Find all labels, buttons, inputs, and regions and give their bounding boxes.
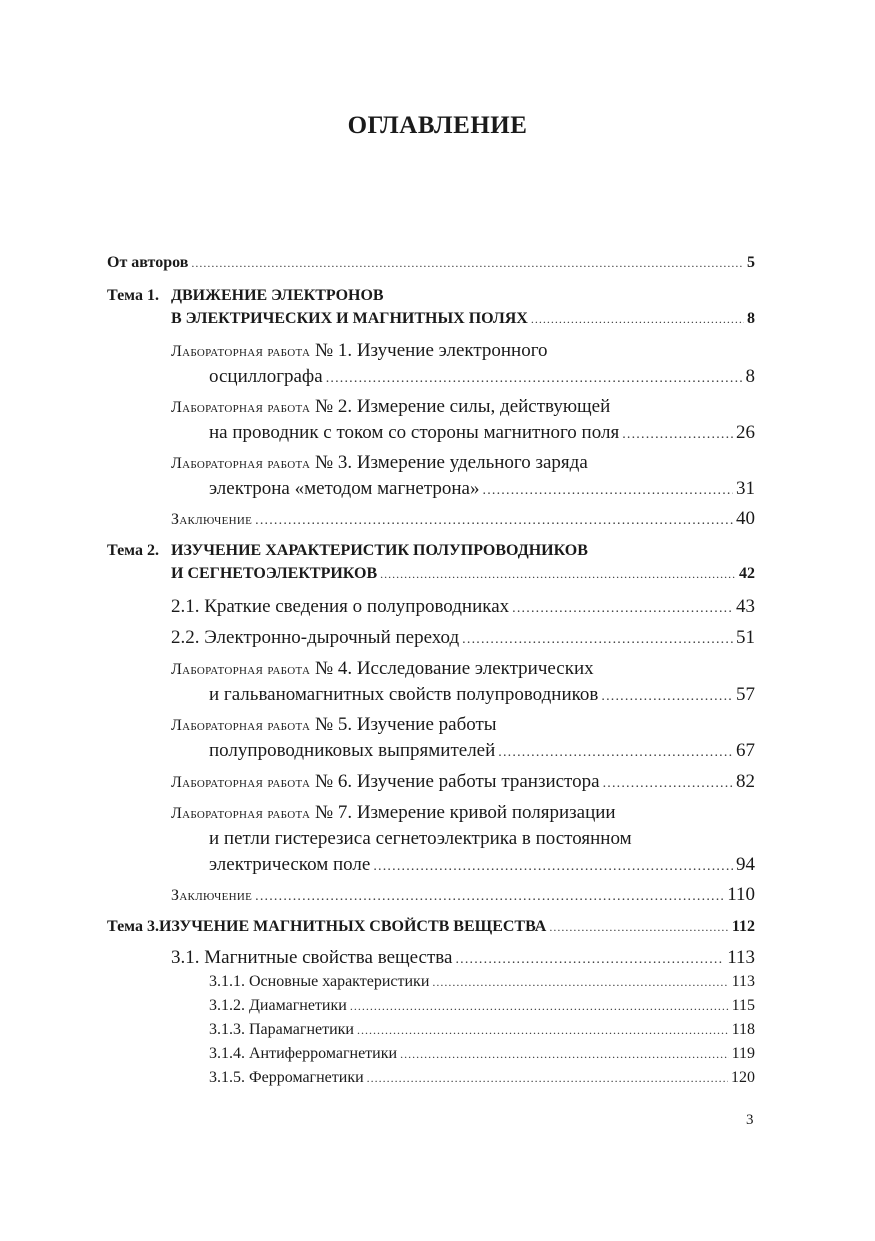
toc-entry-title-cont: И СЕГНЕТОЭЛЕКТРИКОВ <box>171 565 378 582</box>
toc-entry-from-authors[interactable] <box>107 254 755 280</box>
toc-entry-section-2-2[interactable] <box>171 627 755 653</box>
toc-entry-page: 113 <box>731 973 755 990</box>
lab-prefix: Лабораторная работа <box>171 343 311 360</box>
dot-leader <box>326 366 743 388</box>
toc-entry-section-3-1-1[interactable] <box>209 973 755 997</box>
toc-entry-section-3-1-2[interactable] <box>209 997 755 1021</box>
toc-entry-title: № 6. Изучение работы транзистора <box>314 771 600 792</box>
toc-entry-section-2-1[interactable] <box>171 596 755 622</box>
toc-entry-page: 112 <box>731 918 755 935</box>
lab-prefix: Лабораторная работа <box>171 661 311 678</box>
toc-entry-section-3-1-3[interactable] <box>209 1021 755 1045</box>
toc-entry-title-cont: электрона «методом магнетрона» <box>209 478 480 499</box>
toc-entry-conclusion-2[interactable] <box>171 884 755 910</box>
toc-entry-page: 82 <box>736 771 755 792</box>
toc-entry-lab-6[interactable] <box>171 771 755 797</box>
toc-entry-page: 8 <box>745 366 755 387</box>
toc-entry-title: № 4. Исследование электрических <box>314 658 594 679</box>
dot-leader <box>455 947 724 969</box>
toc-entry-continuation <box>209 478 755 504</box>
toc-entry-page: 42 <box>739 565 755 582</box>
page-number: 3 <box>746 1112 754 1128</box>
toc-entry-title: 2.2. Электронно-дырочный переход <box>171 627 460 648</box>
toc-entry-lab-7[interactable] <box>171 802 755 828</box>
toc-entry-section-3-1[interactable] <box>171 947 755 973</box>
toc-entry-title: 3.1.5. Ферромагнетики <box>209 1069 364 1086</box>
dot-leader <box>549 918 729 936</box>
dot-leader <box>255 508 733 530</box>
toc-entry-page: 120 <box>731 1069 755 1086</box>
toc-entry-continuation <box>209 740 755 766</box>
toc-entry-title: № 3. Измерение удельного заряда <box>314 452 588 473</box>
toc-entry-title-cont: полупроводниковых выпрямителей <box>209 740 496 761</box>
toc-entry-page: 43 <box>736 596 755 617</box>
toc-entry-lab-3[interactable] <box>171 452 755 478</box>
lab-prefix: Лабораторная работа <box>171 774 311 791</box>
toc-entry-continuation <box>209 422 755 448</box>
toc-entry-section-3-1-4[interactable] <box>209 1045 755 1069</box>
conclusion-label: Заключение <box>171 511 253 528</box>
toc-entry-page: 67 <box>736 740 755 761</box>
toc-entry-title: ДВИЖЕНИЕ ЭЛЕКТРОНОВ <box>171 287 384 304</box>
dot-leader <box>255 884 724 906</box>
toc-entry-page: 119 <box>731 1045 755 1062</box>
lab-prefix: Лабораторная работа <box>171 399 311 416</box>
dot-leader <box>367 1069 728 1087</box>
toc-entry-continuation <box>209 684 755 710</box>
toc-entry-lab-1[interactable] <box>171 340 755 366</box>
lab-prefix: Лабораторная работа <box>171 717 311 734</box>
dot-leader <box>483 478 734 500</box>
toc-entry-continuation <box>209 828 755 854</box>
toc-entry-title: 2.1. Краткие сведения о полупроводниках <box>171 596 510 617</box>
toc-entry-topic-3[interactable] <box>107 918 755 944</box>
toc-entry-continuation <box>171 565 755 591</box>
toc-entry-page: 31 <box>736 478 755 499</box>
toc-entry-page: 94 <box>736 854 755 875</box>
toc-entry-title: ИЗУЧЕНИЕ ХАРАКТЕРИСТИК ПОЛУПРОВОДНИКОВ <box>171 542 588 559</box>
toc-entry-title: 3.1.3. Парамагнетики <box>209 1021 354 1038</box>
toc-entry-title-cont: осциллографа <box>209 366 323 387</box>
toc-entry-page: 118 <box>731 1021 755 1038</box>
toc-entry-page: 40 <box>736 508 755 529</box>
dot-leader <box>380 565 736 583</box>
dot-leader <box>531 310 744 328</box>
dot-leader <box>373 854 733 876</box>
dot-leader <box>400 1045 729 1063</box>
dot-leader <box>512 596 733 618</box>
toc-entry-lab-5[interactable] <box>171 714 755 740</box>
toc-entry-page: 115 <box>731 997 755 1014</box>
toc-entry-continuation <box>209 366 755 392</box>
toc-entry-title-cont: электрическом поле <box>209 854 371 875</box>
toc-entry-page: 113 <box>727 947 755 968</box>
dot-leader <box>622 422 733 444</box>
toc-entry-title: № 7. Измерение кривой поляризации <box>314 802 616 823</box>
toc-entry-title: От авторов <box>107 254 189 271</box>
dot-leader <box>432 973 728 991</box>
toc-entry-page: 26 <box>736 422 755 443</box>
toc-entry-lab-2[interactable] <box>171 396 755 422</box>
dot-leader <box>603 771 733 793</box>
toc-entry-section-3-1-5[interactable] <box>209 1069 755 1093</box>
toc-entry-conclusion-1[interactable] <box>171 508 755 534</box>
toc-entry-title: № 5. Изучение работы <box>314 714 497 735</box>
dot-leader <box>191 254 744 272</box>
toc-entry-title: 3.1.2. Диамагнетики <box>209 997 347 1014</box>
toc-entry-title: ИЗУЧЕНИЕ МАГНИТНЫХ СВОЙСТВ ВЕЩЕСТВА <box>158 918 547 935</box>
dot-leader <box>601 684 733 706</box>
toc-entry-continuation <box>209 854 755 880</box>
toc-entry-title-cont: В ЭЛЕКТРИЧЕСКИХ И МАГНИТНЫХ ПОЛЯХ <box>171 310 528 327</box>
toc-entry-title-cont: и петли гистерезиса сегнетоэлектрика в постоянном <box>209 828 632 849</box>
toc-entry-title: 3.1.4. Антиферромагнетики <box>209 1045 398 1062</box>
dot-leader <box>498 740 733 762</box>
toc-entry-title: 3.1.1. Основные характеристики <box>209 973 430 990</box>
topic-prefix: Тема 1. <box>107 287 159 304</box>
toc-entry-page: 57 <box>736 684 755 705</box>
dot-leader <box>350 997 729 1015</box>
page-title: ОГЛАВЛЕНИЕ <box>347 112 528 139</box>
dot-leader <box>462 627 733 649</box>
toc-entry-lab-4[interactable] <box>171 658 755 684</box>
topic-prefix: Тема 2. <box>107 542 159 559</box>
toc-entry-title: 3.1. Магнитные свойства вещества <box>171 947 453 968</box>
toc-entry-page: 8 <box>747 310 755 327</box>
toc-entry-title-cont: и гальваномагнитных свойств полупроводников <box>209 684 599 705</box>
lab-prefix: Лабораторная работа <box>171 805 311 822</box>
toc-entry-page: 51 <box>736 627 755 648</box>
lab-prefix: Лабораторная работа <box>171 455 311 472</box>
toc-entry-title: № 1. Изучение электронного <box>314 340 548 361</box>
toc-entry-title-cont: на проводник с током со стороны магнитного поля <box>209 422 620 443</box>
toc-entry-continuation <box>171 310 755 336</box>
topic-prefix: Тема 3. <box>107 918 159 935</box>
conclusion-label: Заключение <box>171 887 253 904</box>
toc-entry-page: 110 <box>727 884 755 905</box>
toc-entry-page: 5 <box>747 254 755 271</box>
toc-entry-title: № 2. Измерение силы, действующей <box>314 396 611 417</box>
dot-leader <box>357 1021 729 1039</box>
